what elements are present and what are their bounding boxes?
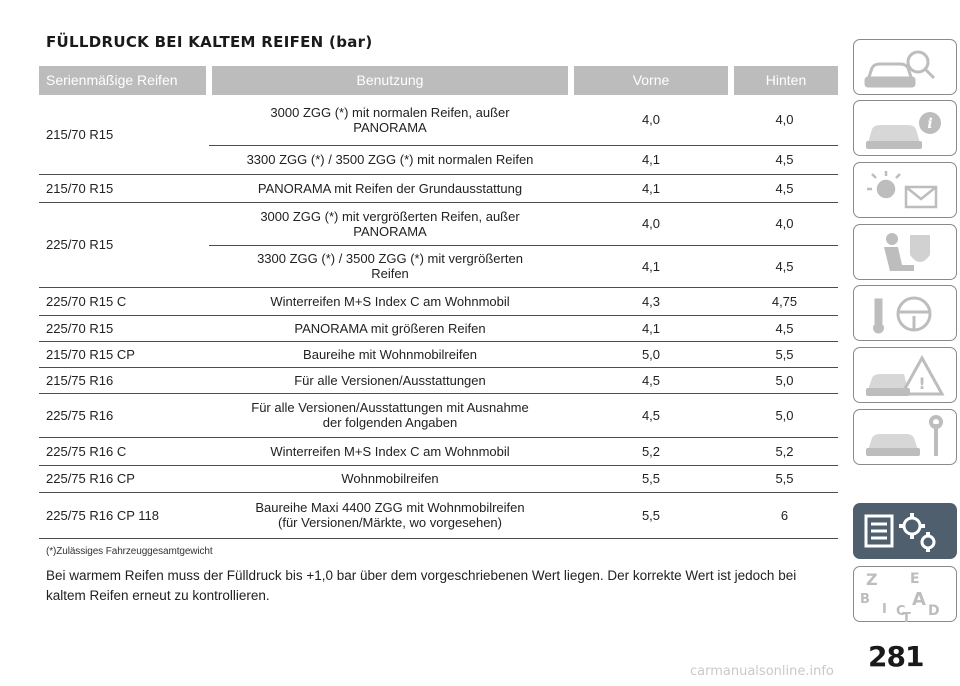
alphabetical-index-icon [854,567,958,623]
header-usage: Benutzung [209,66,571,95]
header-rear: Hinten [731,66,838,95]
usage-cell: PANORAMA mit Reifen der Grundausstattung [209,174,571,202]
tab-starting-driving[interactable] [853,285,957,341]
table-row [39,492,838,538]
index-letter: Z [866,570,878,589]
table-row [39,367,838,393]
usage-cell: 3300 ZGG (*) / 3500 ZGG (*) mit vergrößerten Reifen [209,245,571,287]
rear-pressure-cell: 5,2 [731,437,838,465]
watermark: carmanualsonline.info [690,664,834,679]
usage-cell: Für alle Versionen/Ausstattungen [209,367,571,393]
table-row [39,437,838,465]
usage-cell: 3300 ZGG (*) / 3500 ZGG (*) mit normalen Reifen [209,145,571,174]
table-row [39,315,838,341]
front-pressure-cell: 4,5 [571,393,731,437]
car-wrench-icon [854,410,958,466]
usage-cell: PANORAMA mit größeren Reifen [209,315,571,341]
rear-pressure-cell: 4,5 [731,174,838,202]
svg-text:i: i [927,116,933,132]
tire-size-cell: 225/75 R16 [39,393,209,437]
tab-technical-data[interactable] [853,503,957,559]
usage-cell: Wohnmobilreifen [209,465,571,492]
table-row [39,174,838,202]
page-number: 281 [868,640,924,673]
tab-maintenance[interactable] [853,409,957,465]
rear-pressure-cell: 4,75 [731,287,838,315]
car-info-icon [854,101,958,157]
tire-size-cell: 225/70 R15 [39,315,209,341]
table-row [39,95,838,145]
tire-size-cell: 225/75 R16 C [39,437,209,465]
table-row [39,393,838,437]
tire-size-cell: 225/70 R15 C [39,287,209,315]
usage-cell: Baureihe mit Wohnmobilreifen [209,341,571,367]
rear-pressure-cell: 4,0 [731,95,838,145]
rear-pressure-cell: 4,5 [731,145,838,174]
table-row [39,287,838,315]
front-pressure-cell: 4,0 [571,95,731,145]
front-pressure-cell: 4,1 [571,174,731,202]
footnote: (*)Zulässiges Fahrzeuggesamtgewicht [46,546,213,557]
front-pressure-cell: 4,0 [571,202,731,245]
tab-alphabetical-index[interactable] [853,566,957,622]
usage-cell: 3000 ZGG (*) mit vergrößerten Reifen, außer PANORAMA [209,202,571,245]
rear-pressure-cell: 5,5 [731,465,838,492]
front-pressure-cell: 5,0 [571,341,731,367]
rear-pressure-cell: 4,5 [731,315,838,341]
front-pressure-cell: 4,5 [571,367,731,393]
tab-safety[interactable] [853,224,957,280]
tire-size-cell: 215/70 R15 [39,95,209,174]
rear-pressure-cell: 5,0 [731,393,838,437]
warning-light-message-icon [854,163,958,219]
front-pressure-cell: 4,3 [571,287,731,315]
page-title: FÜLLDRUCK BEI KALTEM REIFEN (bar) [46,33,373,51]
car-search-icon [854,40,958,96]
front-pressure-cell: 4,1 [571,245,731,287]
svg-text:!: ! [918,374,926,393]
tab-warning-lights[interactable] [853,162,957,218]
technical-data-gear-icon [854,504,958,560]
tire-size-cell: 225/70 R15 [39,202,209,287]
tire-size-cell: 225/75 R16 CP 118 [39,492,209,538]
tire-size-cell: 225/75 R16 CP [39,465,209,492]
front-pressure-cell: 4,1 [571,145,731,174]
usage-cell: Für alle Versionen/Ausstattungen mit Ausnahme der folgenden Angaben [209,393,571,437]
rear-pressure-cell: 4,0 [731,202,838,245]
index-letter: I [882,602,887,617]
seat-safety-icon [854,225,958,281]
index-letter: C [896,604,906,619]
table-row [39,202,838,245]
tire-size-cell: 215/70 R15 CP [39,341,209,367]
table-row [39,341,838,367]
index-letter: D [928,603,940,619]
index-letter: E [910,571,920,587]
index-letter: A [912,589,926,610]
rear-pressure-cell: 5,0 [731,367,838,393]
usage-cell: Winterreifen M+S Index C am Wohnmobil [209,437,571,465]
front-pressure-cell: 4,1 [571,315,731,341]
header-standard-tires: Serienmäßige Reifen [39,66,209,95]
front-pressure-cell: 5,5 [571,465,731,492]
car-warning-triangle-icon [854,348,958,404]
tab-emergency[interactable] [853,347,957,403]
tab-car-info[interactable] [853,100,957,156]
tire-size-cell: 215/70 R15 [39,174,209,202]
index-letter: T [902,611,911,623]
steering-wheel-key-icon [854,286,958,342]
tab-car-search[interactable] [853,39,957,95]
table-row [39,465,838,492]
index-letter: B [860,592,870,607]
usage-cell: Winterreifen M+S Index C am Wohnmobil [209,287,571,315]
header-front: Vorne [571,66,731,95]
tire-pressure-table [39,66,838,539]
front-pressure-cell: 5,2 [571,437,731,465]
front-pressure-cell: 5,5 [571,492,731,538]
warm-tire-note: Bei warmem Reifen muss der Fülldruck bis +1,0 bar über dem vorgeschriebenen Wert liegen. Der korrekte Wert ist jedoch bei kaltem Reifen erneut zu kontrollieren. [46,568,797,603]
rear-pressure-cell: 5,5 [731,341,838,367]
usage-cell: Baureihe Maxi 4400 ZGG mit Wohnmobilreifen (für Versionen/Märkte, wo vorgesehen) [209,492,571,538]
rear-pressure-cell: 4,5 [731,245,838,287]
rear-pressure-cell: 6 [731,492,838,538]
usage-cell: 3000 ZGG (*) mit normalen Reifen, außer PANORAMA [209,95,571,145]
table-header-row [39,66,838,95]
tire-size-cell: 215/75 R16 [39,367,209,393]
